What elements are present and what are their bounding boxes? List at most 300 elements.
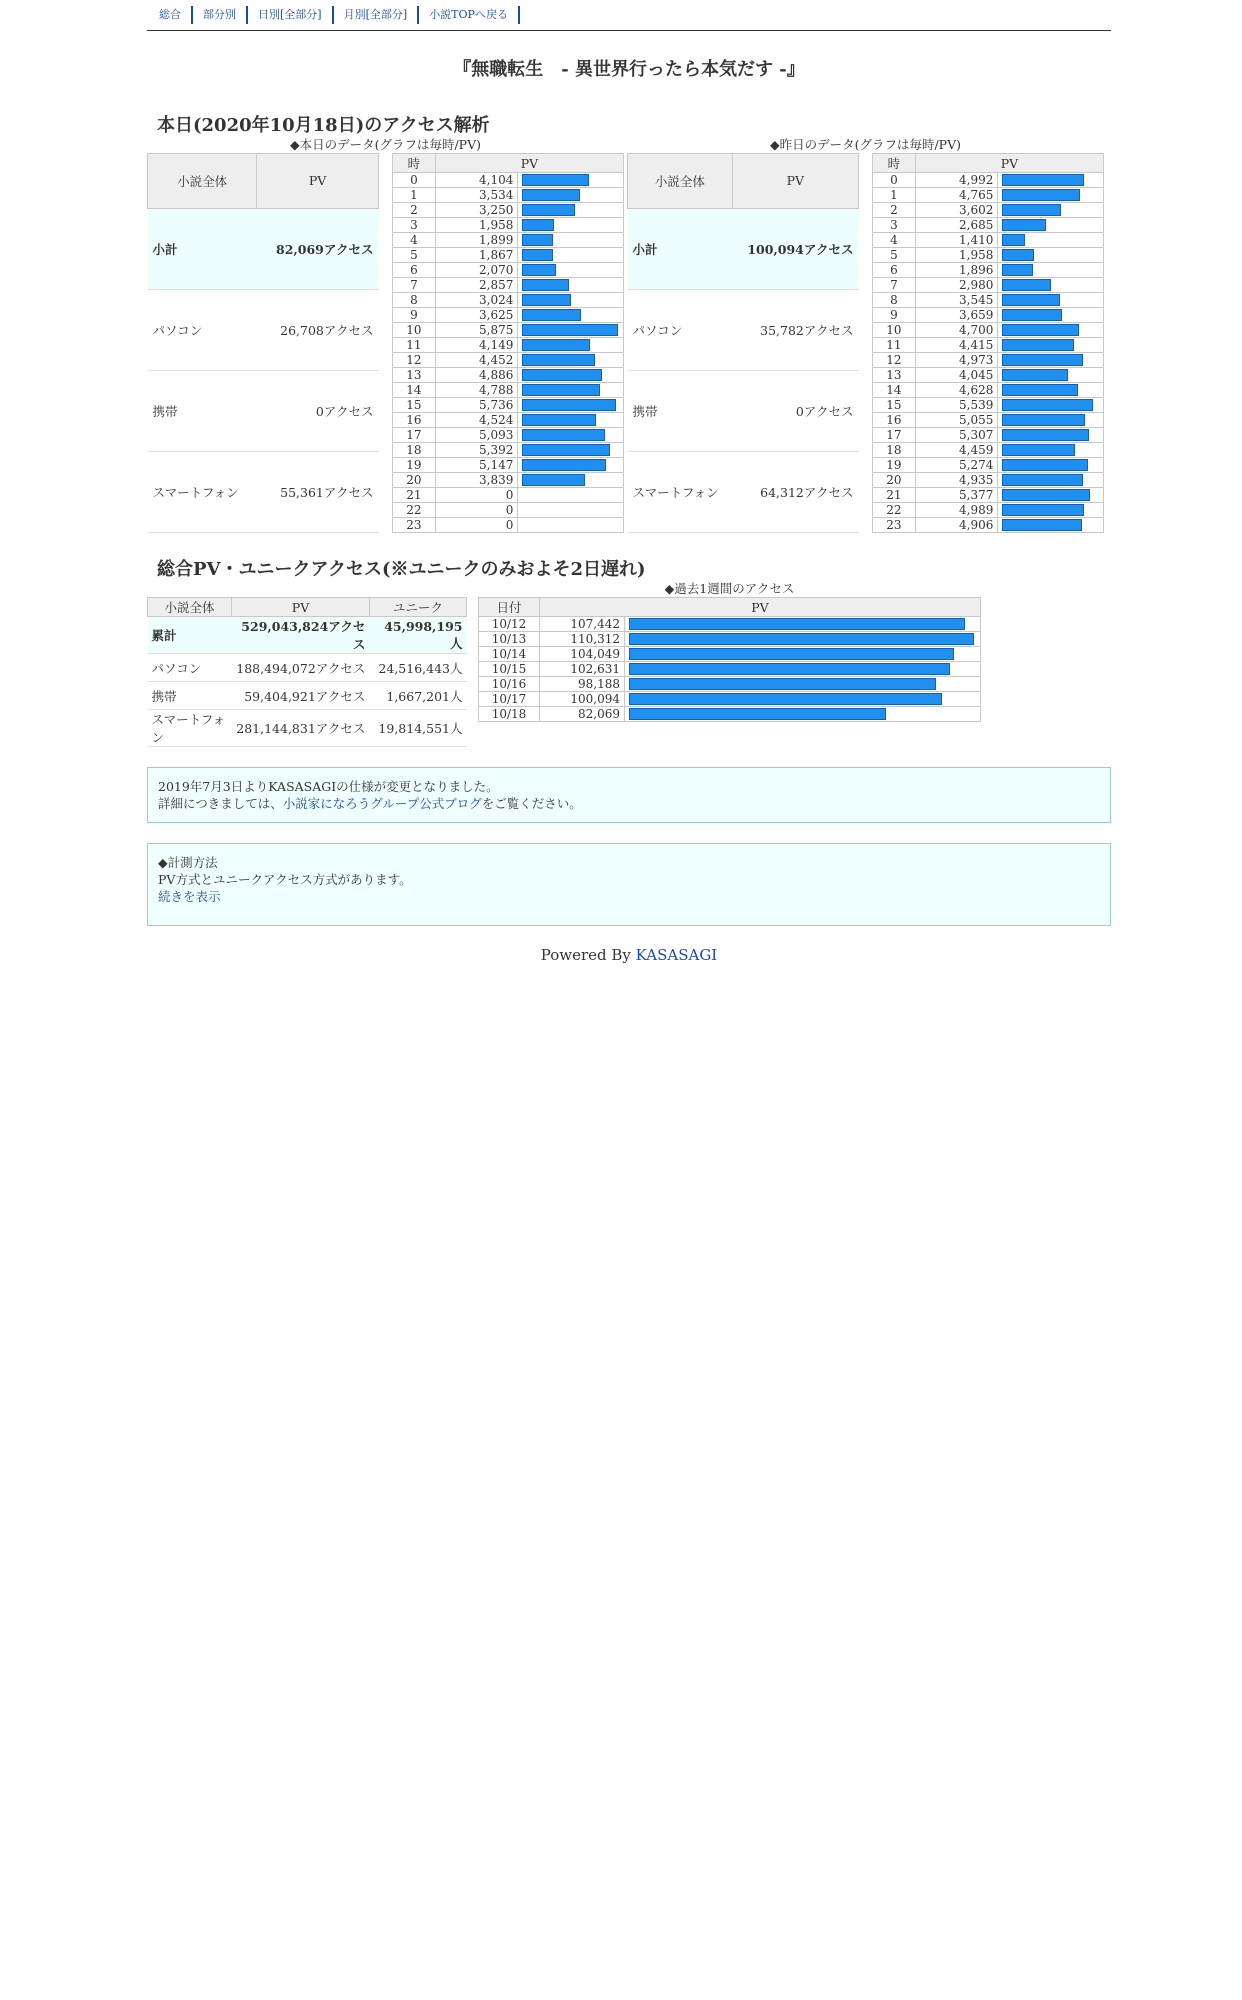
hour-cell: 2	[393, 203, 436, 218]
notice-line2	[158, 795, 1100, 812]
hourly-row	[393, 518, 624, 533]
pv-bar	[1002, 519, 1082, 531]
pv-bar	[522, 429, 605, 441]
total-pv: 59,404,921アクセス	[232, 682, 370, 710]
hour-cell: 8	[393, 293, 436, 308]
pv-cell: 4,992	[915, 173, 998, 188]
hour-cell: 4	[873, 233, 916, 248]
method-text: PV方式とユニークアクセス方式があります。	[158, 872, 412, 887]
pv-cell: 4,104	[435, 173, 518, 188]
hourly-row	[873, 368, 1104, 383]
hour-cell: 0	[873, 173, 916, 188]
pv-cell: 2,685	[915, 218, 998, 233]
hour-cell: 22	[873, 503, 916, 518]
bar-cell	[518, 518, 624, 533]
pv-cell: 4,149	[435, 338, 518, 353]
total-row	[148, 617, 467, 654]
week-pv: 110,312	[540, 632, 625, 647]
bar-cell	[998, 218, 1104, 233]
hourly-row	[873, 188, 1104, 203]
pv-cell: 3,545	[915, 293, 998, 308]
pv-cell: 0	[435, 503, 518, 518]
summary-value: 0アクセス	[732, 370, 858, 451]
pv-bar	[522, 204, 575, 216]
hour-cell: 22	[393, 503, 436, 518]
pv-cell: 5,055	[915, 413, 998, 428]
hour-cell: 13	[393, 368, 436, 383]
pv-bar	[1002, 234, 1025, 246]
hour-cell: 2	[873, 203, 916, 218]
bar-cell	[998, 248, 1104, 263]
week-pv-bar	[629, 618, 965, 630]
hourly-row	[873, 233, 1104, 248]
bar-cell	[518, 473, 624, 488]
pv-cell: 1,896	[915, 263, 998, 278]
hourly-row	[873, 338, 1104, 353]
pv-cell: 5,307	[915, 428, 998, 443]
hour-cell: 14	[873, 383, 916, 398]
hour-cell: 18	[873, 443, 916, 458]
pv-cell: 3,250	[435, 203, 518, 218]
hourly-row	[873, 413, 1104, 428]
bar-cell	[998, 443, 1104, 458]
hourly-header	[393, 154, 624, 173]
hour-cell: 11	[393, 338, 436, 353]
hour-cell: 1	[393, 188, 436, 203]
hour-cell: 7	[873, 278, 916, 293]
pv-cell: 4,524	[435, 413, 518, 428]
total-unique: 1,667,201人	[369, 682, 466, 710]
summary-label: 小計	[628, 208, 733, 289]
yesterday-summary-table	[627, 153, 859, 533]
week-pv: 107,442	[540, 617, 625, 632]
yesterday-body	[627, 153, 1104, 533]
total-label: パソコン	[148, 654, 232, 682]
bar-cell	[518, 398, 624, 413]
pv-bar	[1002, 309, 1062, 321]
pv-bar	[1002, 504, 1084, 516]
summary-row	[628, 370, 859, 451]
hourly-row	[873, 488, 1104, 503]
today-body	[147, 153, 624, 533]
bar-cell	[518, 323, 624, 338]
pv-bar	[1002, 399, 1093, 411]
hour-cell: 4	[393, 233, 436, 248]
hourly-row	[873, 203, 1104, 218]
today-caption: ◆本日のデータ(グラフは毎時/PV)	[289, 137, 482, 152]
pv-bar	[522, 354, 595, 366]
hour-cell: 16	[393, 413, 436, 428]
bar-cell	[998, 233, 1104, 248]
hour-cell: 21	[393, 488, 436, 503]
hourly-row	[393, 488, 624, 503]
hourly-row	[873, 263, 1104, 278]
page	[147, 0, 1111, 964]
pv-cell: 0	[435, 518, 518, 533]
summary-header-cell: 小説全体	[628, 154, 733, 209]
bar-cell	[518, 338, 624, 353]
pv-cell: 4,700	[915, 323, 998, 338]
pv-bar	[1002, 414, 1085, 426]
week-row	[479, 632, 981, 647]
pv-bar	[1002, 249, 1034, 261]
pv-cell: 4,452	[435, 353, 518, 368]
hourly-row	[873, 308, 1104, 323]
pv-bar	[522, 339, 590, 351]
hourly-row	[393, 353, 624, 368]
week-date: 10/15	[479, 662, 540, 677]
hourly-header-cell: PV	[915, 154, 1103, 173]
bar-cell	[518, 443, 624, 458]
pv-cell: 3,839	[435, 473, 518, 488]
pv-bar	[1002, 459, 1088, 471]
hourly-header-cell: 時	[873, 154, 916, 173]
week-bar-cell	[625, 632, 981, 647]
today-hourly-table	[392, 153, 624, 533]
week-row	[479, 617, 981, 632]
pv-bar	[522, 189, 580, 201]
pv-bar	[522, 249, 553, 261]
total-unique: 19,814,551人	[369, 710, 466, 747]
hourly-row	[873, 503, 1104, 518]
week-pv: 98,188	[540, 677, 625, 692]
summary-label: 携帯	[148, 370, 257, 451]
pv-bar	[522, 174, 589, 186]
hourly-row	[873, 398, 1104, 413]
nav-link-2[interactable]: 日別[全部分]	[248, 6, 334, 24]
pv-bar	[522, 294, 571, 306]
summary-value: 64,312アクセス	[732, 451, 858, 532]
week-wrap	[478, 581, 981, 747]
notice-line2-post: をご覧ください。	[481, 796, 582, 811]
hourly-row	[873, 278, 1104, 293]
pv-bar	[1002, 444, 1075, 456]
pv-cell: 3,602	[915, 203, 998, 218]
bar-cell	[998, 518, 1104, 533]
summary-label: パソコン	[628, 289, 733, 370]
hour-cell: 10	[393, 323, 436, 338]
pv-bar	[522, 264, 556, 276]
week-header-cell: 日付	[479, 598, 540, 617]
hour-cell: 20	[393, 473, 436, 488]
week-pv: 104,049	[540, 647, 625, 662]
week-date: 10/14	[479, 647, 540, 662]
hour-cell: 20	[873, 473, 916, 488]
total-pv: 188,494,072アクセス	[232, 654, 370, 682]
bar-cell	[998, 428, 1104, 443]
bar-cell	[998, 323, 1104, 338]
bar-cell	[518, 263, 624, 278]
pv-cell: 4,628	[915, 383, 998, 398]
summary-row	[628, 289, 859, 370]
hour-cell: 14	[393, 383, 436, 398]
hourly-row	[873, 428, 1104, 443]
bar-cell	[518, 503, 624, 518]
bar-cell	[998, 188, 1104, 203]
nav-link-3[interactable]: 月別[全部分]	[334, 6, 420, 24]
total-pv: 281,144,831アクセス	[232, 710, 370, 747]
pv-cell: 4,935	[915, 473, 998, 488]
week-date: 10/13	[479, 632, 540, 647]
hour-cell: 17	[873, 428, 916, 443]
hourly-row	[393, 338, 624, 353]
summary-value: 55,361アクセス	[257, 451, 379, 532]
pv-cell: 5,875	[435, 323, 518, 338]
hour-cell: 18	[393, 443, 436, 458]
week-header-cell: PV	[540, 598, 981, 617]
week-pv-bar	[629, 708, 886, 720]
nav-link-4[interactable]: 小説TOPへ戻る	[419, 6, 520, 24]
summary-row	[628, 451, 859, 532]
hour-cell: 17	[393, 428, 436, 443]
nav-link-1[interactable]: 部分別	[193, 6, 248, 24]
total-header-cell: ユニーク	[369, 598, 466, 617]
bar-cell	[518, 383, 624, 398]
yesterday-caption: ◆昨日のデータ(グラフは毎時/PV)	[769, 137, 962, 152]
pv-bar	[522, 369, 602, 381]
hour-cell: 5	[393, 248, 436, 263]
pv-bar	[1002, 279, 1051, 291]
week-pv: 102,631	[540, 662, 625, 677]
summary-label: パソコン	[148, 289, 257, 370]
hourly-header-cell: PV	[435, 154, 623, 173]
pv-bar	[1002, 219, 1046, 231]
pv-cell: 4,045	[915, 368, 998, 383]
total-heading: 総合PV・ユニークアクセス(※ユニークのみおよそ2日遅れ)	[157, 559, 646, 580]
summary-header	[148, 154, 379, 209]
pv-cell: 5,274	[915, 458, 998, 473]
kasasagi-link[interactable]: KASASAGI	[635, 946, 718, 964]
today-panel	[147, 137, 624, 533]
pv-cell: 1,958	[435, 218, 518, 233]
hourly-row	[393, 413, 624, 428]
hour-cell: 19	[873, 458, 916, 473]
hourly-row	[393, 248, 624, 263]
week-date: 10/12	[479, 617, 540, 632]
pv-cell: 4,989	[915, 503, 998, 518]
week-pv-bar	[629, 663, 950, 675]
hourly-row	[393, 173, 624, 188]
notice-box	[147, 767, 1111, 823]
hour-cell: 5	[873, 248, 916, 263]
hour-cell: 10	[873, 323, 916, 338]
method-box	[147, 843, 1111, 926]
hourly-row	[393, 218, 624, 233]
total-unique: 45,998,195人	[369, 617, 466, 654]
week-bar-cell	[625, 617, 981, 632]
summary-header-cell: PV	[732, 154, 858, 209]
pv-cell: 1,410	[915, 233, 998, 248]
yesterday-hourly-table	[872, 153, 1104, 533]
pv-cell: 3,659	[915, 308, 998, 323]
pv-bar	[522, 279, 569, 291]
pv-cell: 4,886	[435, 368, 518, 383]
pv-cell: 0	[435, 488, 518, 503]
bar-cell	[998, 488, 1104, 503]
notice-line2-pre: 詳細につきましては、	[158, 796, 283, 811]
summary-value: 26,708アクセス	[257, 289, 379, 370]
hour-cell: 12	[873, 353, 916, 368]
pv-bar	[522, 219, 554, 231]
hourly-row	[393, 293, 624, 308]
pv-bar	[1002, 384, 1078, 396]
top-nav	[147, 0, 1111, 31]
pv-cell: 4,415	[915, 338, 998, 353]
hourly-row	[873, 248, 1104, 263]
hourly-row	[393, 188, 624, 203]
hourly-row	[393, 308, 624, 323]
week-row	[479, 662, 981, 677]
pv-bar	[1002, 294, 1060, 306]
total-header-cell: PV	[232, 598, 370, 617]
hourly-row	[873, 218, 1104, 233]
bar-cell	[518, 218, 624, 233]
daily-panels	[147, 137, 1104, 533]
week-row	[479, 692, 981, 707]
bar-cell	[518, 203, 624, 218]
pv-bar	[522, 474, 585, 486]
bar-cell	[518, 233, 624, 248]
bar-cell	[518, 488, 624, 503]
nav-link-0[interactable]: 総合	[155, 6, 193, 24]
hourly-row	[393, 323, 624, 338]
hour-cell: 6	[873, 263, 916, 278]
hourly-header	[873, 154, 1104, 173]
week-pv-bar	[629, 633, 974, 645]
total-label: スマートフォン	[148, 710, 232, 747]
pv-cell: 1,867	[435, 248, 518, 263]
pv-cell: 1,958	[915, 248, 998, 263]
pv-bar	[522, 234, 553, 246]
pv-bar	[1002, 474, 1083, 486]
total-label: 携帯	[148, 682, 232, 710]
footer	[147, 946, 1111, 964]
hourly-row	[393, 203, 624, 218]
pv-cell: 5,093	[435, 428, 518, 443]
bar-cell	[998, 503, 1104, 518]
hourly-header-cell: 時	[393, 154, 436, 173]
method-title: ◆計測方法	[158, 855, 218, 870]
bar-cell	[518, 188, 624, 203]
total-header-cell: 小説全体	[148, 598, 232, 617]
total-label: 累計	[148, 617, 232, 654]
summary-value: 82,069アクセス	[257, 208, 379, 289]
total-row	[148, 710, 467, 747]
pv-bar	[1002, 174, 1084, 186]
summary-header-cell: 小説全体	[148, 154, 257, 209]
week-date: 10/18	[479, 707, 540, 722]
hourly-row	[393, 233, 624, 248]
hourly-row	[873, 383, 1104, 398]
hourly-row	[873, 293, 1104, 308]
pv-cell: 5,736	[435, 398, 518, 413]
pv-bar	[1002, 204, 1061, 216]
pv-cell: 5,377	[915, 488, 998, 503]
pv-bar	[1002, 324, 1079, 336]
hour-cell: 19	[393, 458, 436, 473]
week-bar-cell	[625, 647, 981, 662]
hourly-row	[393, 503, 624, 518]
total-row	[148, 654, 467, 682]
pv-cell: 5,147	[435, 458, 518, 473]
hour-cell: 15	[393, 398, 436, 413]
hourly-row	[873, 173, 1104, 188]
bar-cell	[518, 248, 624, 263]
bar-cell	[518, 173, 624, 188]
hourly-row	[393, 443, 624, 458]
summary-header-cell: PV	[257, 154, 379, 209]
pv-bar	[1002, 339, 1074, 351]
bar-cell	[518, 278, 624, 293]
week-header	[479, 598, 981, 617]
bar-cell	[998, 293, 1104, 308]
notice-line1: 2019年7月3日よりKASASAGIの仕様が変更となりました。	[158, 779, 499, 794]
hourly-row	[393, 428, 624, 443]
pv-cell: 2,980	[915, 278, 998, 293]
summary-label: スマートフォン	[148, 451, 257, 532]
blog-link[interactable]: 小説家になろうグループ公式ブログ	[282, 796, 482, 811]
week-pv-bar	[629, 648, 954, 660]
hour-cell: 7	[393, 278, 436, 293]
hour-cell: 21	[873, 488, 916, 503]
bar-cell	[998, 383, 1104, 398]
summary-row	[628, 208, 859, 289]
bar-cell	[518, 293, 624, 308]
pv-cell: 3,534	[435, 188, 518, 203]
week-pv: 100,094	[540, 692, 625, 707]
week-pv-bar	[629, 693, 942, 705]
summary-value: 0アクセス	[257, 370, 379, 451]
hour-cell: 13	[873, 368, 916, 383]
pv-bar	[1002, 429, 1089, 441]
bar-cell	[998, 203, 1104, 218]
pv-bar	[522, 384, 600, 396]
week-date: 10/17	[479, 692, 540, 707]
bar-cell	[998, 368, 1104, 383]
hour-cell: 1	[873, 188, 916, 203]
week-date: 10/16	[479, 677, 540, 692]
hourly-row	[393, 278, 624, 293]
week-table	[478, 597, 981, 722]
week-bar-cell	[625, 707, 981, 722]
bar-cell	[998, 353, 1104, 368]
hour-cell: 3	[393, 218, 436, 233]
hourly-row	[873, 473, 1104, 488]
week-caption: ◆過去1週間のアクセス	[664, 581, 795, 596]
week-pv: 82,069	[540, 707, 625, 722]
hour-cell: 9	[393, 308, 436, 323]
pv-bar	[522, 459, 606, 471]
footer-text: Powered By	[540, 946, 636, 964]
yesterday-panel	[627, 137, 1104, 533]
week-row	[479, 677, 981, 692]
summary-row	[148, 451, 379, 532]
hourly-row	[393, 473, 624, 488]
hourly-row	[393, 458, 624, 473]
pv-cell: 4,459	[915, 443, 998, 458]
summary-row	[148, 289, 379, 370]
hour-cell: 23	[393, 518, 436, 533]
week-pv-bar	[629, 678, 936, 690]
pv-bar	[522, 309, 581, 321]
total-row	[148, 682, 467, 710]
week-row	[479, 647, 981, 662]
hour-cell: 23	[873, 518, 916, 533]
total-pv: 529,043,824アクセス	[232, 617, 370, 654]
show-more-link[interactable]: 続きを表示	[158, 889, 221, 904]
pv-cell: 4,765	[915, 188, 998, 203]
bar-cell	[998, 278, 1104, 293]
